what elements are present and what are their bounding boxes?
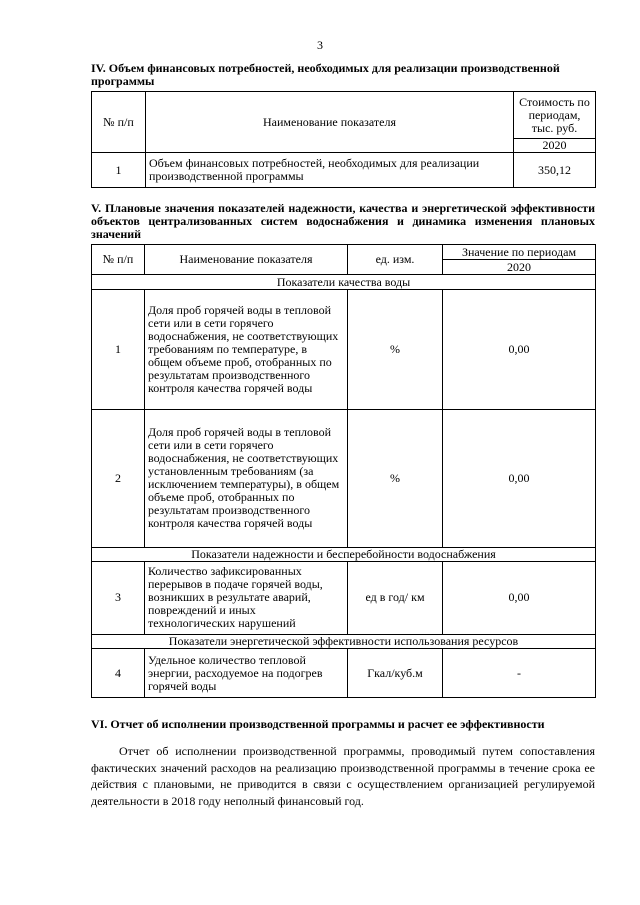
row-value: 0,00 [443, 561, 596, 634]
header-year: 2020 [514, 139, 596, 153]
row-indicator-name: Доля проб горячей воды в тепловой сети или в сети горячего водоснабжения, не соответствующих установленным требованиям (за исключением температуры), в общем объеме проб, отобранных по результатам производственного контроля качества горячей воды [145, 409, 348, 547]
group-row [92, 635, 596, 649]
row-value: 350,12 [514, 153, 596, 188]
table-row [92, 289, 596, 409]
row-indicator-name: Удельное количество тепловой энергии, расходуемое на подогрев горячей воды [145, 649, 348, 698]
row-num: 1 [92, 289, 145, 409]
header-indicator-name: Наименование показателя [146, 92, 514, 153]
row-value: 0,00 [443, 289, 596, 409]
header-unit: ед. изм. [348, 245, 443, 275]
row-num: 4 [92, 649, 145, 698]
row-unit: % [348, 289, 443, 409]
row-num: 1 [92, 153, 146, 188]
row-unit: ед в год/ км [348, 561, 443, 634]
section-5-title: V. Плановые значения показателей надежности, качества и энергетической эффективности объектов централизованных систем водоснабжения и динамика изменения плановых значений [91, 201, 595, 241]
row-indicator-name: Количество зафиксированных перерывов в подаче горячей воды, возникших в результате аварий, повреждений и иных технологических нарушений [145, 561, 348, 634]
section-6-title: VI. Отчет об исполнении производственной программы и расчет ее эффективности [91, 717, 545, 731]
row-num: 2 [92, 409, 145, 547]
group-row [92, 275, 596, 289]
table-row [92, 649, 596, 698]
table-row [92, 153, 596, 188]
row-value: - [443, 649, 596, 698]
row-value: 0,00 [443, 409, 596, 547]
group-title-quality: Показатели качества воды [92, 275, 596, 289]
financial-needs-table [91, 91, 596, 188]
row-indicator-name: Доля проб горячей воды в тепловой сети или в сети горячего водоснабжения, не соответствующих требованиям по температуре, в общем объеме проб, отобранных по результатам производственного контроля качества горячей воды [145, 289, 348, 409]
row-unit: % [348, 409, 443, 547]
row-num: 3 [92, 561, 145, 634]
header-cost: Стоимость по периодам, тыс. руб. [514, 92, 596, 139]
page-number: 3 [317, 38, 323, 52]
indicators-table [91, 244, 596, 698]
header-indicator-name: Наименование показателя [145, 245, 348, 275]
header-period-value: Значение по периодам [443, 245, 596, 260]
row-unit: Гкал/куб.м [348, 649, 443, 698]
report-paragraph: Отчет об исполнении производственной программы, проводимый путем сопоставления фактических значений расходов на реализацию производственной программы в течение срока ее действия с плановыми, не приводится в связи с осуществлением организацией регулируемой деятельности в 2018 году неполный финансовый год. [91, 744, 595, 808]
header-year: 2020 [443, 260, 596, 275]
row-indicator-name: Объем финансовых потребностей, необходимых для реализации производственной программы [146, 153, 514, 188]
section-4-title: IV. Объем финансовых потребностей, необходимых для реализации производственной программы [91, 61, 560, 88]
table-row [92, 561, 596, 634]
header-num: № п/п [92, 245, 145, 275]
group-row [92, 547, 596, 561]
header-num: № п/п [92, 92, 146, 153]
group-title-reliability: Показатели надежности и бесперебойности водоснабжения [92, 547, 596, 561]
table-row [92, 409, 596, 547]
group-title-energy: Показатели энергетической эффективности использования ресурсов [92, 635, 596, 649]
